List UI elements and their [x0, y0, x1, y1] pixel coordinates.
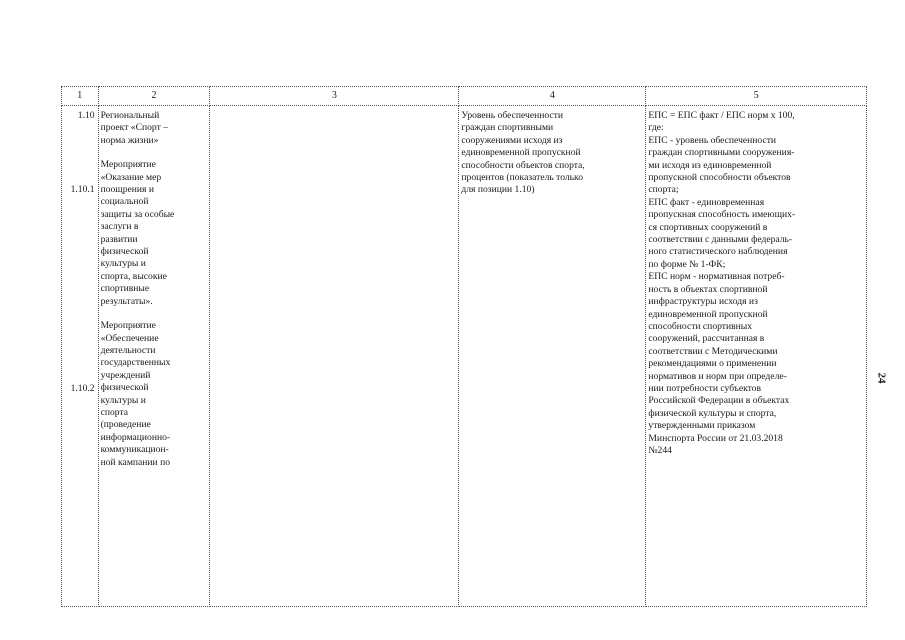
- header-row: [62, 87, 867, 106]
- header-cell-5: 5: [646, 87, 867, 106]
- name-line: «Обеспечение: [100, 332, 159, 344]
- item-number-cell: [62, 106, 99, 607]
- name-line: «Оказание мер: [100, 171, 162, 183]
- formula-line: Российской Федерации в объектах: [648, 395, 790, 407]
- name-line: культуры и: [100, 258, 146, 270]
- name-line: проект «Спорт –: [100, 122, 168, 134]
- indicator-text: [461, 110, 643, 197]
- indicator-line: сооружениями исходя из: [461, 134, 563, 146]
- formula-line: Минспорта России от 21.03.2018: [648, 432, 783, 444]
- name-line: ной кампании по: [100, 456, 171, 468]
- name-line: развитии: [100, 233, 138, 245]
- item-number: 1.10.2: [70, 382, 95, 394]
- indicator-line: Уровень обеспеченности: [461, 110, 564, 121]
- formula-line: инфраструктуры исходя из: [648, 296, 758, 308]
- formula-line: ЕПС факт - единовременная: [648, 196, 765, 208]
- formula-line: утвержденными приказом: [648, 420, 756, 432]
- formula-line: ного статистического наблюдения: [648, 246, 788, 258]
- formula-line: по форме № 1-ФК;: [648, 258, 726, 270]
- formula-line: ми исходя из единовременной: [648, 159, 772, 171]
- indicator-cell: [459, 106, 646, 607]
- name-line: (проведение: [100, 419, 151, 431]
- formula-line: №244: [648, 444, 672, 456]
- name-line: норма жизни»: [100, 134, 159, 146]
- formula-line: физической культуры и спорта,: [648, 407, 777, 419]
- name-line: коммуникацион-: [100, 444, 169, 456]
- name-line: физической: [100, 246, 149, 258]
- name-line: Мероприятие: [100, 159, 156, 171]
- formula-line: нормативов и норм при определе-: [648, 370, 787, 382]
- name-line: учреждений: [100, 369, 151, 381]
- formula-line: соответствии с Методическими: [648, 345, 778, 357]
- header-cell-4: 4: [459, 87, 646, 106]
- formula-line: рекомендациями о применении: [648, 358, 777, 370]
- name-line: спорта, высокие: [100, 270, 167, 282]
- page-number: 24: [875, 372, 888, 384]
- formula-line: ЕПС норм - нормативная потреб-: [648, 271, 785, 283]
- formula-line: спорта;: [648, 184, 679, 196]
- formula-line: единовременной пропускной: [648, 308, 768, 320]
- item-name-cell: [98, 106, 210, 607]
- name-line: спортивные: [100, 283, 150, 295]
- indicator-line: единовременной пропускной: [461, 147, 581, 159]
- formula-line: сооружений, рассчитанная в: [648, 333, 765, 345]
- formula-line: соответствии с данными федераль-: [648, 234, 793, 246]
- name-line: Региональный: [100, 110, 160, 121]
- formula-line: пропускной способности объектов: [648, 172, 791, 184]
- formula-line: ЕПС - уровень обеспеченности: [648, 134, 777, 146]
- name-line: информационно-: [100, 431, 171, 443]
- indicator-line: граждан спортивными: [461, 122, 554, 134]
- name-line: деятельности: [100, 344, 156, 356]
- formula-cell: [646, 106, 867, 607]
- header-cell-1: 1: [62, 87, 99, 106]
- formula-line: где:: [648, 122, 664, 134]
- name-line: государственных: [100, 357, 171, 369]
- formula-line: ЕПС = ЕПС факт / ЕПС норм х 100,: [648, 110, 795, 121]
- formula-line: нии потребности субъектов: [648, 382, 762, 394]
- table-row: [62, 106, 867, 607]
- item-name-measure: [101, 159, 208, 308]
- formula-text: [648, 110, 864, 457]
- formula-line: ность в объектах спортивной: [648, 283, 768, 295]
- header-cell-2: 2: [98, 87, 210, 106]
- header-cell-3: 3: [210, 87, 459, 106]
- name-line: заслуги в: [100, 221, 139, 233]
- name-line: поощрения и: [100, 184, 154, 196]
- name-line: спорта: [100, 406, 129, 418]
- name-line: культуры и: [100, 394, 146, 406]
- indicator-line: процентов (показатель только: [461, 172, 584, 184]
- program-table: [61, 86, 867, 607]
- column-3-cell: [210, 106, 459, 607]
- name-line: результаты».: [100, 295, 153, 307]
- item-name-project: [101, 110, 208, 147]
- name-line: социальной: [100, 196, 149, 208]
- item-number: 1.10.1: [70, 184, 95, 196]
- indicator-line: для позиции 1.10): [461, 184, 535, 196]
- name-line: защиты за особые: [100, 208, 175, 220]
- formula-line: ся спортивных сооружений в: [648, 221, 768, 233]
- indicator-line: способности объектов спорта,: [461, 159, 585, 171]
- item-name-measure: [101, 320, 208, 469]
- formula-line: граждан спортивными сооружения-: [648, 147, 795, 159]
- item-number: 1.10: [77, 110, 95, 121]
- formula-line: способности спортивных: [648, 320, 753, 332]
- name-line: Мероприятие: [100, 320, 156, 332]
- name-line: физической: [100, 382, 149, 394]
- formula-line: пропускная способность имеющих-: [648, 209, 796, 221]
